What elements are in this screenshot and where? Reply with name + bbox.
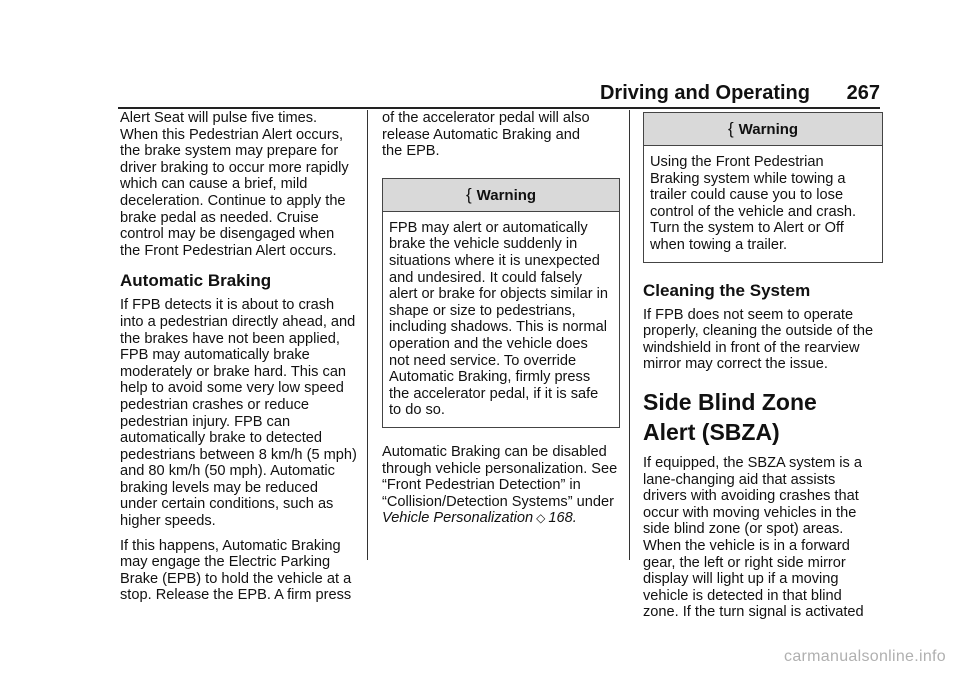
warning-body <box>644 146 882 262</box>
paragraph <box>643 455 883 621</box>
text-line: release Automatic Braking and <box>382 126 580 143</box>
text-line: trailer could cause you to lose <box>650 187 844 204</box>
chapter-title: Driving and Operating <box>599 82 810 104</box>
text-line: display will light up if a moving <box>643 571 839 588</box>
text-line: shape or size to pedestrians, <box>389 302 576 319</box>
text-line: If FPB does not seem to operate <box>643 306 854 323</box>
text-line: automatically brake to detected <box>120 430 322 447</box>
column-2 <box>382 110 620 527</box>
text-line: higher speeds. <box>120 513 216 530</box>
text-line: control may be disengaged when <box>120 226 335 243</box>
text-line: If this happens, Automatic Braking <box>120 537 341 554</box>
text-line: and 80 km/h (50 mph). Automatic <box>120 463 335 480</box>
column-divider <box>629 110 630 560</box>
text-line: to do so. <box>389 402 445 419</box>
text-line: mirror may correct the issue. <box>643 356 828 373</box>
text-line: If equipped, the SBZA system is a <box>643 454 863 471</box>
text-line: FPB may alert or automatically <box>389 219 588 236</box>
text-line: which can cause a brief, mild <box>120 176 308 193</box>
paragraph <box>382 444 620 527</box>
text-line: may engage the Electric Parking <box>120 554 331 571</box>
text-line: under certain conditions, such as <box>120 496 334 513</box>
text-line: braking levels may be reduced <box>120 479 318 496</box>
paragraph <box>120 538 358 604</box>
section-title-line: Side Blind Zone <box>643 388 817 415</box>
text-line: brake the vehicle suddenly in <box>389 236 578 253</box>
text-line: through vehicle personalization. See <box>382 460 618 477</box>
text-line: windshield in front of the rearview <box>643 339 860 356</box>
section-heading: Cleaning the System <box>643 280 811 300</box>
text-line: When this Pedestrian Alert occurs, <box>120 126 344 143</box>
paragraph <box>120 110 358 259</box>
section-heading: Automatic Braking <box>120 271 272 291</box>
text-line: the accelerator pedal, if it is safe <box>389 385 599 402</box>
warning-box <box>382 178 620 428</box>
section-title <box>643 387 883 447</box>
text-line: driver braking to occur more rapidly <box>120 159 349 176</box>
text-line: When the vehicle is in a forward <box>643 537 850 554</box>
page-reference-icon: ◇ <box>536 511 546 526</box>
text-line: into a pedestrian directly ahead, and <box>120 313 356 330</box>
text-line: Turn the system to Alert or Off <box>650 220 844 237</box>
text-line: help to avoid some very low speed <box>120 380 344 397</box>
paragraph <box>643 307 883 373</box>
text-line: Brake (EPB) to hold the vehicle at a <box>120 570 352 587</box>
text-line: Using the Front Pedestrian <box>650 154 824 170</box>
text-line: brake pedal as needed. Cruise <box>120 209 319 226</box>
text-line: side blind zone (or spot) areas. <box>643 521 844 538</box>
text-line: alert or brake for objects similar in <box>389 286 608 303</box>
text-line: moderately or brake hard. This can <box>120 363 347 380</box>
warning-body <box>383 212 619 427</box>
text-line <box>382 510 620 527</box>
text-line: the Front Pedestrian Alert occurs. <box>120 242 337 259</box>
text-line: Automatic Braking, firmly press <box>389 369 591 386</box>
column-divider <box>367 110 368 560</box>
warning-header <box>383 179 619 212</box>
page-number: 267 <box>846 82 880 104</box>
text-line: pedestrians between 8 km/h (5 mph) <box>120 446 357 463</box>
text-line: the EPB. <box>382 143 440 160</box>
text-line: pedestrian injury. FPB can <box>120 413 291 430</box>
text-line: the brakes have not been applied, <box>120 330 340 347</box>
text-line: control of the vehicle and crash. <box>650 203 857 220</box>
paragraph <box>382 110 620 160</box>
page-reference-number[interactable]: 168. <box>548 510 577 527</box>
page-header <box>0 78 880 108</box>
text-line: operation and the vehicle does <box>389 335 588 352</box>
warning-icon: { <box>727 119 734 138</box>
cross-reference-link[interactable]: Vehicle Personalization <box>382 510 534 527</box>
warning-title: Warning <box>738 121 799 138</box>
warning-header <box>644 113 882 146</box>
warning-title: Warning <box>476 186 537 204</box>
text-line: “Front Pedestrian Detection” in <box>382 477 581 494</box>
text-line: If FPB detects it is about to crash <box>120 297 335 314</box>
text-line: Automatic Braking can be disabled <box>382 443 607 460</box>
text-line: stop. Release the EPB. A firm press <box>120 587 352 604</box>
text-line: not need service. To override <box>389 352 577 369</box>
text-line: of the accelerator pedal will also <box>382 110 590 126</box>
section-title-line: Alert (SBZA) <box>643 418 780 445</box>
header-rule <box>118 107 880 109</box>
text-line: pedestrian crashes or reduce <box>120 396 310 413</box>
watermark: carmanualsonline.info <box>784 648 946 665</box>
column-1 <box>120 110 358 604</box>
text-line: lane-changing aid that assists <box>643 471 836 488</box>
text-line: Braking system while towing a <box>650 170 846 187</box>
text-line: including shadows. This is normal <box>389 319 607 336</box>
warning-box <box>643 112 883 263</box>
text-line: occur with moving vehicles in the <box>643 504 857 521</box>
spacer <box>120 530 358 538</box>
text-line: the brake system may prepare for <box>120 143 339 160</box>
text-line: deceleration. Continue to apply the <box>120 192 346 209</box>
text-line: drivers with avoiding crashes that <box>643 488 859 505</box>
paragraph <box>120 297 358 529</box>
text-line: situations where it is unexpected <box>389 252 600 269</box>
text-line: when towing a trailer. <box>650 236 788 253</box>
text-line: vehicle is detected in that blind <box>643 587 842 604</box>
text-line: properly, cleaning the outside of the <box>643 323 874 340</box>
text-line: zone. If the turn signal is activated <box>643 604 864 621</box>
text-line: and undesired. It could falsely <box>389 269 583 286</box>
text-line: FPB may automatically brake <box>120 347 310 364</box>
text-line: Alert Seat will pulse five times. <box>120 110 318 126</box>
text-line: “Collision/Detection Systems” under <box>382 493 614 510</box>
text-line: gear, the left or right side mirror <box>643 554 846 571</box>
column-3 <box>643 110 883 621</box>
warning-icon: { <box>465 184 472 204</box>
